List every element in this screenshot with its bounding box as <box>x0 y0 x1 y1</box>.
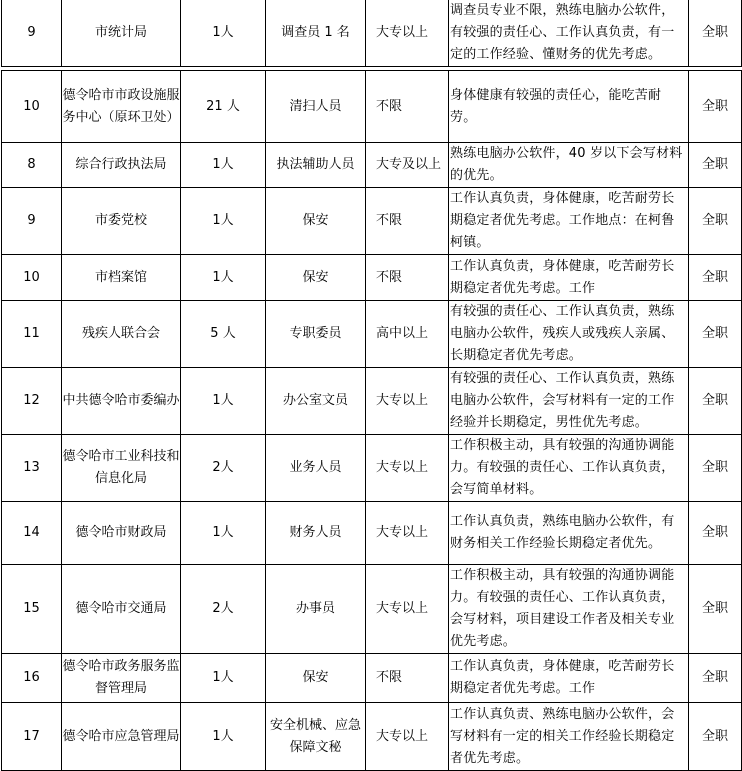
table-row <box>2 654 742 703</box>
job-type: 全职 <box>689 654 742 703</box>
jobs-table-top <box>1 0 742 67</box>
headcount: 1人 <box>181 368 266 435</box>
department: 综合行政执法局 <box>62 143 181 188</box>
department: 德令哈市市政设施服务中心（原环卫处） <box>62 71 181 143</box>
row-number: 11 <box>2 301 62 368</box>
department: 德令哈市政务服务监督管理局 <box>62 654 181 703</box>
requirements: 工作认真负责，身体健康，吃苦耐劳长期稳定者优先考虑。工作 <box>449 255 689 301</box>
department: 德令哈市交通局 <box>62 565 181 654</box>
headcount: 1人 <box>181 255 266 301</box>
headcount: 1人 <box>181 143 266 188</box>
department: 市委党校 <box>62 188 181 255</box>
education: 不限 <box>366 71 449 143</box>
position: 调查员 1 名 <box>266 0 366 67</box>
requirements: 工作积极主动，具有较强的沟通协调能力。有较强的责任心、工作认真负责，会写简单材料。 <box>449 435 689 502</box>
row-number: 16 <box>2 654 62 703</box>
education: 大专以上 <box>366 435 449 502</box>
table-row <box>2 368 742 435</box>
position: 清扫人员 <box>266 71 366 143</box>
job-type: 全职 <box>689 255 742 301</box>
requirements: 工作认真负责，身体健康，吃苦耐劳长期稳定者优先考虑。工作地点：在柯鲁柯镇。 <box>449 188 689 255</box>
job-type: 全职 <box>689 301 742 368</box>
row-number: 15 <box>2 565 62 654</box>
position: 办事员 <box>266 565 366 654</box>
table-row <box>2 255 742 301</box>
headcount: 1人 <box>181 654 266 703</box>
table-row <box>2 435 742 502</box>
headcount: 1人 <box>181 0 266 67</box>
department: 市统计局 <box>62 0 181 67</box>
education: 不限 <box>366 255 449 301</box>
job-type: 全职 <box>689 435 742 502</box>
headcount: 5 人 <box>181 301 266 368</box>
job-type: 全职 <box>689 71 742 143</box>
position: 办公室文员 <box>266 368 366 435</box>
requirements: 调查员专业不限，熟练电脑办公软件，有较强的责任心、工作认真负责，有一定的工作经验、懂财务的优先考虑。 <box>449 0 689 67</box>
headcount: 21 人 <box>181 71 266 143</box>
position: 专职委员 <box>266 301 366 368</box>
education: 大专以上 <box>366 565 449 654</box>
department: 德令哈市财政局 <box>62 502 181 565</box>
requirements: 熟练电脑办公软件，40 岁以下会写材料的优先。 <box>449 143 689 188</box>
row-number: 9 <box>2 0 62 67</box>
row-number: 8 <box>2 143 62 188</box>
headcount: 1人 <box>181 703 266 771</box>
row-number: 10 <box>2 71 62 143</box>
requirements: 工作认真负责，身体健康，吃苦耐劳长期稳定者优先考虑。工作 <box>449 654 689 703</box>
position: 保安 <box>266 188 366 255</box>
position: 安全机械、应急保障文秘 <box>266 703 366 771</box>
row-number: 14 <box>2 502 62 565</box>
position: 保安 <box>266 654 366 703</box>
education: 不限 <box>366 188 449 255</box>
department: 中共德令哈市委编办 <box>62 368 181 435</box>
requirements: 有较强的责任心、工作认真负责，熟练电脑办公软件，会写材料有一定的工作经验并长期稳定，男性优先考虑。 <box>449 368 689 435</box>
department: 德令哈市应急管理局 <box>62 703 181 771</box>
table-row <box>2 0 742 67</box>
headcount: 1人 <box>181 502 266 565</box>
job-type: 全职 <box>689 565 742 654</box>
education: 大专以上 <box>366 703 449 771</box>
table-row <box>2 565 742 654</box>
job-type: 全职 <box>689 703 742 771</box>
headcount: 2人 <box>181 565 266 654</box>
row-number: 17 <box>2 703 62 771</box>
position: 执法辅助人员 <box>266 143 366 188</box>
table-row <box>2 188 742 255</box>
department: 残疾人联合会 <box>62 301 181 368</box>
department: 德令哈市工业科技和信息化局 <box>62 435 181 502</box>
education: 不限 <box>366 654 449 703</box>
education: 高中以上 <box>366 301 449 368</box>
table-row <box>2 502 742 565</box>
requirements: 身体健康有较强的责任心，能吃苦耐劳。 <box>449 71 689 143</box>
headcount: 2人 <box>181 435 266 502</box>
row-number: 9 <box>2 188 62 255</box>
requirements: 工作积极主动，具有较强的沟通协调能力。有较强的责任心、工作认真负责，会写材料，项目建设工作者及相关专业优先考虑。 <box>449 565 689 654</box>
position: 业务人员 <box>266 435 366 502</box>
row-number: 12 <box>2 368 62 435</box>
requirements: 工作认真负责，熟练电脑办公软件，有财务相关工作经验长期稳定者优先。 <box>449 502 689 565</box>
education: 大专以上 <box>366 368 449 435</box>
job-type: 全职 <box>689 0 742 67</box>
row-number: 10 <box>2 255 62 301</box>
department: 市档案馆 <box>62 255 181 301</box>
requirements: 工作认真负责、熟练电脑办公软件，会写材料有一定的相关工作经验长期稳定者优先考虑。 <box>449 703 689 771</box>
job-type: 全职 <box>689 188 742 255</box>
education: 大专以上 <box>366 0 449 67</box>
requirements: 有较强的责任心、工作认真负责，熟练电脑办公软件，残疾人或残疾人亲属、长期稳定者优先考虑。 <box>449 301 689 368</box>
position: 财务人员 <box>266 502 366 565</box>
table-row <box>2 301 742 368</box>
table-row <box>2 143 742 188</box>
headcount: 1人 <box>181 188 266 255</box>
job-type: 全职 <box>689 143 742 188</box>
job-type: 全职 <box>689 368 742 435</box>
table-row <box>2 71 742 143</box>
jobs-table <box>1 70 742 771</box>
education: 大专及以上 <box>366 143 449 188</box>
row-number: 13 <box>2 435 62 502</box>
job-type: 全职 <box>689 502 742 565</box>
education: 大专以上 <box>366 502 449 565</box>
position: 保安 <box>266 255 366 301</box>
table-row <box>2 703 742 771</box>
